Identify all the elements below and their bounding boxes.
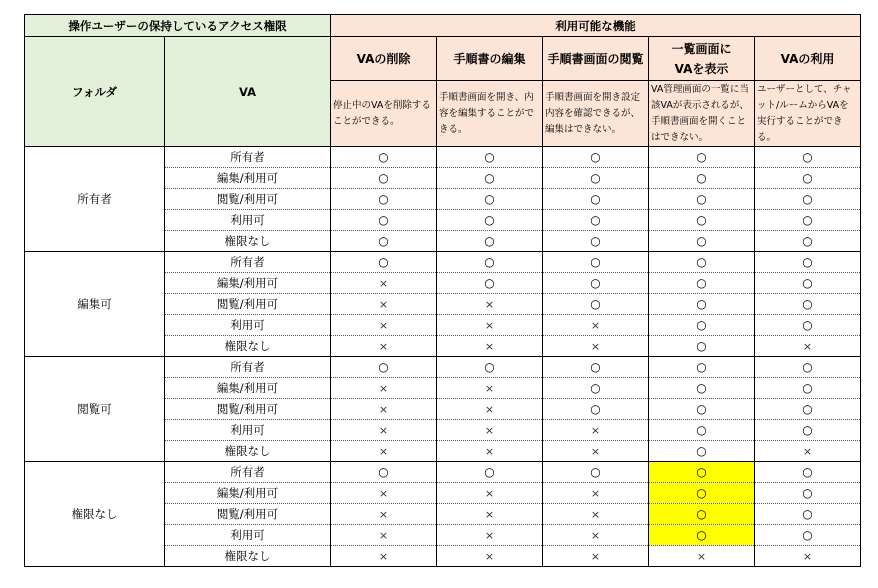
availability-cell: ○ (755, 378, 861, 399)
availability-cell: ○ (755, 420, 861, 441)
va-permission-cell: 利用可 (165, 420, 331, 441)
folder-permission-cell: 所有者 (25, 147, 165, 252)
availability-cell: × (755, 336, 861, 357)
availability-cell: ○ (649, 231, 755, 252)
availability-cell: ○ (649, 357, 755, 378)
va-permission-cell: 権限なし (165, 231, 331, 252)
availability-cell: ○ (437, 252, 543, 273)
table-row (25, 462, 861, 483)
availability-cell: × (331, 378, 437, 399)
availability-cell: × (543, 315, 649, 336)
availability-cell: ○ (543, 189, 649, 210)
availability-cell: ○ (755, 189, 861, 210)
availability-cell: ○ (649, 315, 755, 336)
availability-cell: ○ (649, 378, 755, 399)
va-permission-cell: 権限なし (165, 546, 331, 567)
availability-cell: ○ (543, 231, 649, 252)
availability-cell: ○ (437, 210, 543, 231)
folder-permission-cell: 権限なし (25, 462, 165, 567)
availability-cell: ○ (543, 294, 649, 315)
availability-cell: ○ (331, 210, 437, 231)
va-permission-cell: 所有者 (165, 462, 331, 483)
availability-cell: ○ (755, 273, 861, 294)
availability-cell: ○ (649, 504, 755, 525)
availability-cell: × (331, 525, 437, 546)
va-permission-cell: 利用可 (165, 315, 331, 336)
availability-cell: × (543, 420, 649, 441)
function-header-2: 手順書画面の閲覧 (543, 37, 649, 81)
availability-cell: ○ (543, 462, 649, 483)
availability-cell: ○ (755, 168, 861, 189)
availability-cell: × (437, 483, 543, 504)
availability-cell: ○ (543, 378, 649, 399)
permission-table (24, 14, 861, 567)
availability-cell: ○ (437, 462, 543, 483)
available-functions-header: 利用可能な機能 (331, 15, 861, 37)
availability-cell: ○ (755, 252, 861, 273)
availability-cell: ○ (543, 399, 649, 420)
function-header-4: VAの利用 (755, 37, 861, 81)
availability-cell: × (437, 525, 543, 546)
availability-cell: ○ (331, 147, 437, 168)
function-description-2: 手順書画面を開き設定内容を確認できるが、編集はできない。 (543, 81, 649, 147)
folder-header: フォルダ (25, 37, 165, 147)
availability-cell: ○ (543, 168, 649, 189)
availability-cell: ○ (649, 210, 755, 231)
availability-cell: ○ (755, 483, 861, 504)
availability-cell: × (331, 441, 437, 462)
availability-cell: × (543, 546, 649, 567)
availability-cell: ○ (649, 147, 755, 168)
availability-cell: × (437, 504, 543, 525)
function-description-0: 停止中のVAを削除することができる。 (331, 81, 437, 147)
availability-cell: × (437, 378, 543, 399)
availability-cell: ○ (755, 462, 861, 483)
table-row (25, 357, 861, 378)
availability-cell: ○ (331, 231, 437, 252)
availability-cell: × (331, 504, 437, 525)
availability-cell: ○ (649, 525, 755, 546)
availability-cell: ○ (543, 147, 649, 168)
availability-cell: × (331, 399, 437, 420)
availability-cell: ○ (543, 357, 649, 378)
availability-cell: × (437, 399, 543, 420)
availability-cell: ○ (755, 399, 861, 420)
availability-cell: ○ (543, 273, 649, 294)
va-permission-cell: 編集/利用可 (165, 168, 331, 189)
availability-cell: ○ (543, 252, 649, 273)
availability-cell: ○ (649, 252, 755, 273)
va-permission-cell: 閲覧/利用可 (165, 399, 331, 420)
availability-cell: × (649, 546, 755, 567)
availability-cell: ○ (649, 483, 755, 504)
availability-cell: × (331, 273, 437, 294)
availability-cell: ○ (331, 462, 437, 483)
availability-cell: ○ (649, 336, 755, 357)
availability-cell: × (331, 294, 437, 315)
table-row (25, 252, 861, 273)
function-description-4: ユーザーとして、チャット/ルームからVAを実行することができる。 (755, 81, 861, 147)
va-permission-cell: 編集/利用可 (165, 273, 331, 294)
availability-cell: ○ (331, 357, 437, 378)
availability-cell: ○ (649, 189, 755, 210)
function-description-3: VA管理画面の一覧に当該VAが表示されるが、手順書画面を開くことはできない。 (649, 81, 755, 147)
function-description-1: 手順書画面を開き、内容を編集することができる。 (437, 81, 543, 147)
availability-cell: ○ (331, 168, 437, 189)
availability-cell: ○ (755, 504, 861, 525)
availability-cell: ○ (649, 294, 755, 315)
availability-cell: × (543, 483, 649, 504)
availability-cell: × (543, 525, 649, 546)
va-permission-cell: 権限なし (165, 441, 331, 462)
folder-permission-cell: 編集可 (25, 252, 165, 357)
availability-cell: × (437, 420, 543, 441)
va-permission-cell: 利用可 (165, 525, 331, 546)
function-header-3: 一覧画面に VAを表示 (649, 37, 755, 81)
availability-cell: × (331, 315, 437, 336)
availability-cell: ○ (437, 189, 543, 210)
va-permission-cell: 所有者 (165, 252, 331, 273)
availability-cell: × (437, 441, 543, 462)
availability-cell: × (755, 546, 861, 567)
availability-cell: ○ (755, 525, 861, 546)
availability-cell: ○ (649, 273, 755, 294)
operator-permission-header: 操作ユーザーの保持しているアクセス権限 (25, 15, 331, 37)
availability-cell: ○ (649, 441, 755, 462)
availability-cell: × (755, 441, 861, 462)
availability-cell: ○ (755, 231, 861, 252)
function-header-0: VAの削除 (331, 37, 437, 81)
va-permission-cell: 閲覧/利用可 (165, 504, 331, 525)
function-header-1: 手順書の編集 (437, 37, 543, 81)
availability-cell: ○ (437, 357, 543, 378)
availability-cell: ○ (649, 168, 755, 189)
availability-cell: × (543, 504, 649, 525)
availability-cell: × (543, 336, 649, 357)
availability-cell: ○ (649, 462, 755, 483)
availability-cell: ○ (755, 210, 861, 231)
availability-cell: ○ (331, 189, 437, 210)
va-permission-cell: 編集/利用可 (165, 378, 331, 399)
availability-cell: × (331, 546, 437, 567)
va-permission-cell: 閲覧/利用可 (165, 189, 331, 210)
availability-cell: × (437, 294, 543, 315)
va-header: VA (165, 37, 331, 147)
availability-cell: ○ (755, 294, 861, 315)
availability-cell: ○ (649, 420, 755, 441)
availability-cell: × (543, 441, 649, 462)
availability-cell: ○ (437, 273, 543, 294)
va-permission-cell: 所有者 (165, 147, 331, 168)
availability-cell: × (331, 420, 437, 441)
availability-cell: × (437, 546, 543, 567)
availability-cell: × (437, 336, 543, 357)
availability-cell: × (437, 315, 543, 336)
table-row (25, 147, 861, 168)
availability-cell: ○ (437, 147, 543, 168)
availability-cell: ○ (649, 399, 755, 420)
va-permission-cell: 権限なし (165, 336, 331, 357)
availability-cell: ○ (331, 252, 437, 273)
availability-cell: ○ (437, 168, 543, 189)
availability-cell: ○ (437, 231, 543, 252)
availability-cell: × (331, 483, 437, 504)
availability-cell: ○ (755, 315, 861, 336)
va-permission-cell: 利用可 (165, 210, 331, 231)
va-permission-cell: 所有者 (165, 357, 331, 378)
availability-cell: ○ (755, 357, 861, 378)
va-permission-cell: 編集/利用可 (165, 483, 331, 504)
availability-cell: ○ (755, 147, 861, 168)
va-permission-cell: 閲覧/利用可 (165, 294, 331, 315)
availability-cell: ○ (543, 210, 649, 231)
availability-cell: × (331, 336, 437, 357)
folder-permission-cell: 閲覧可 (25, 357, 165, 462)
